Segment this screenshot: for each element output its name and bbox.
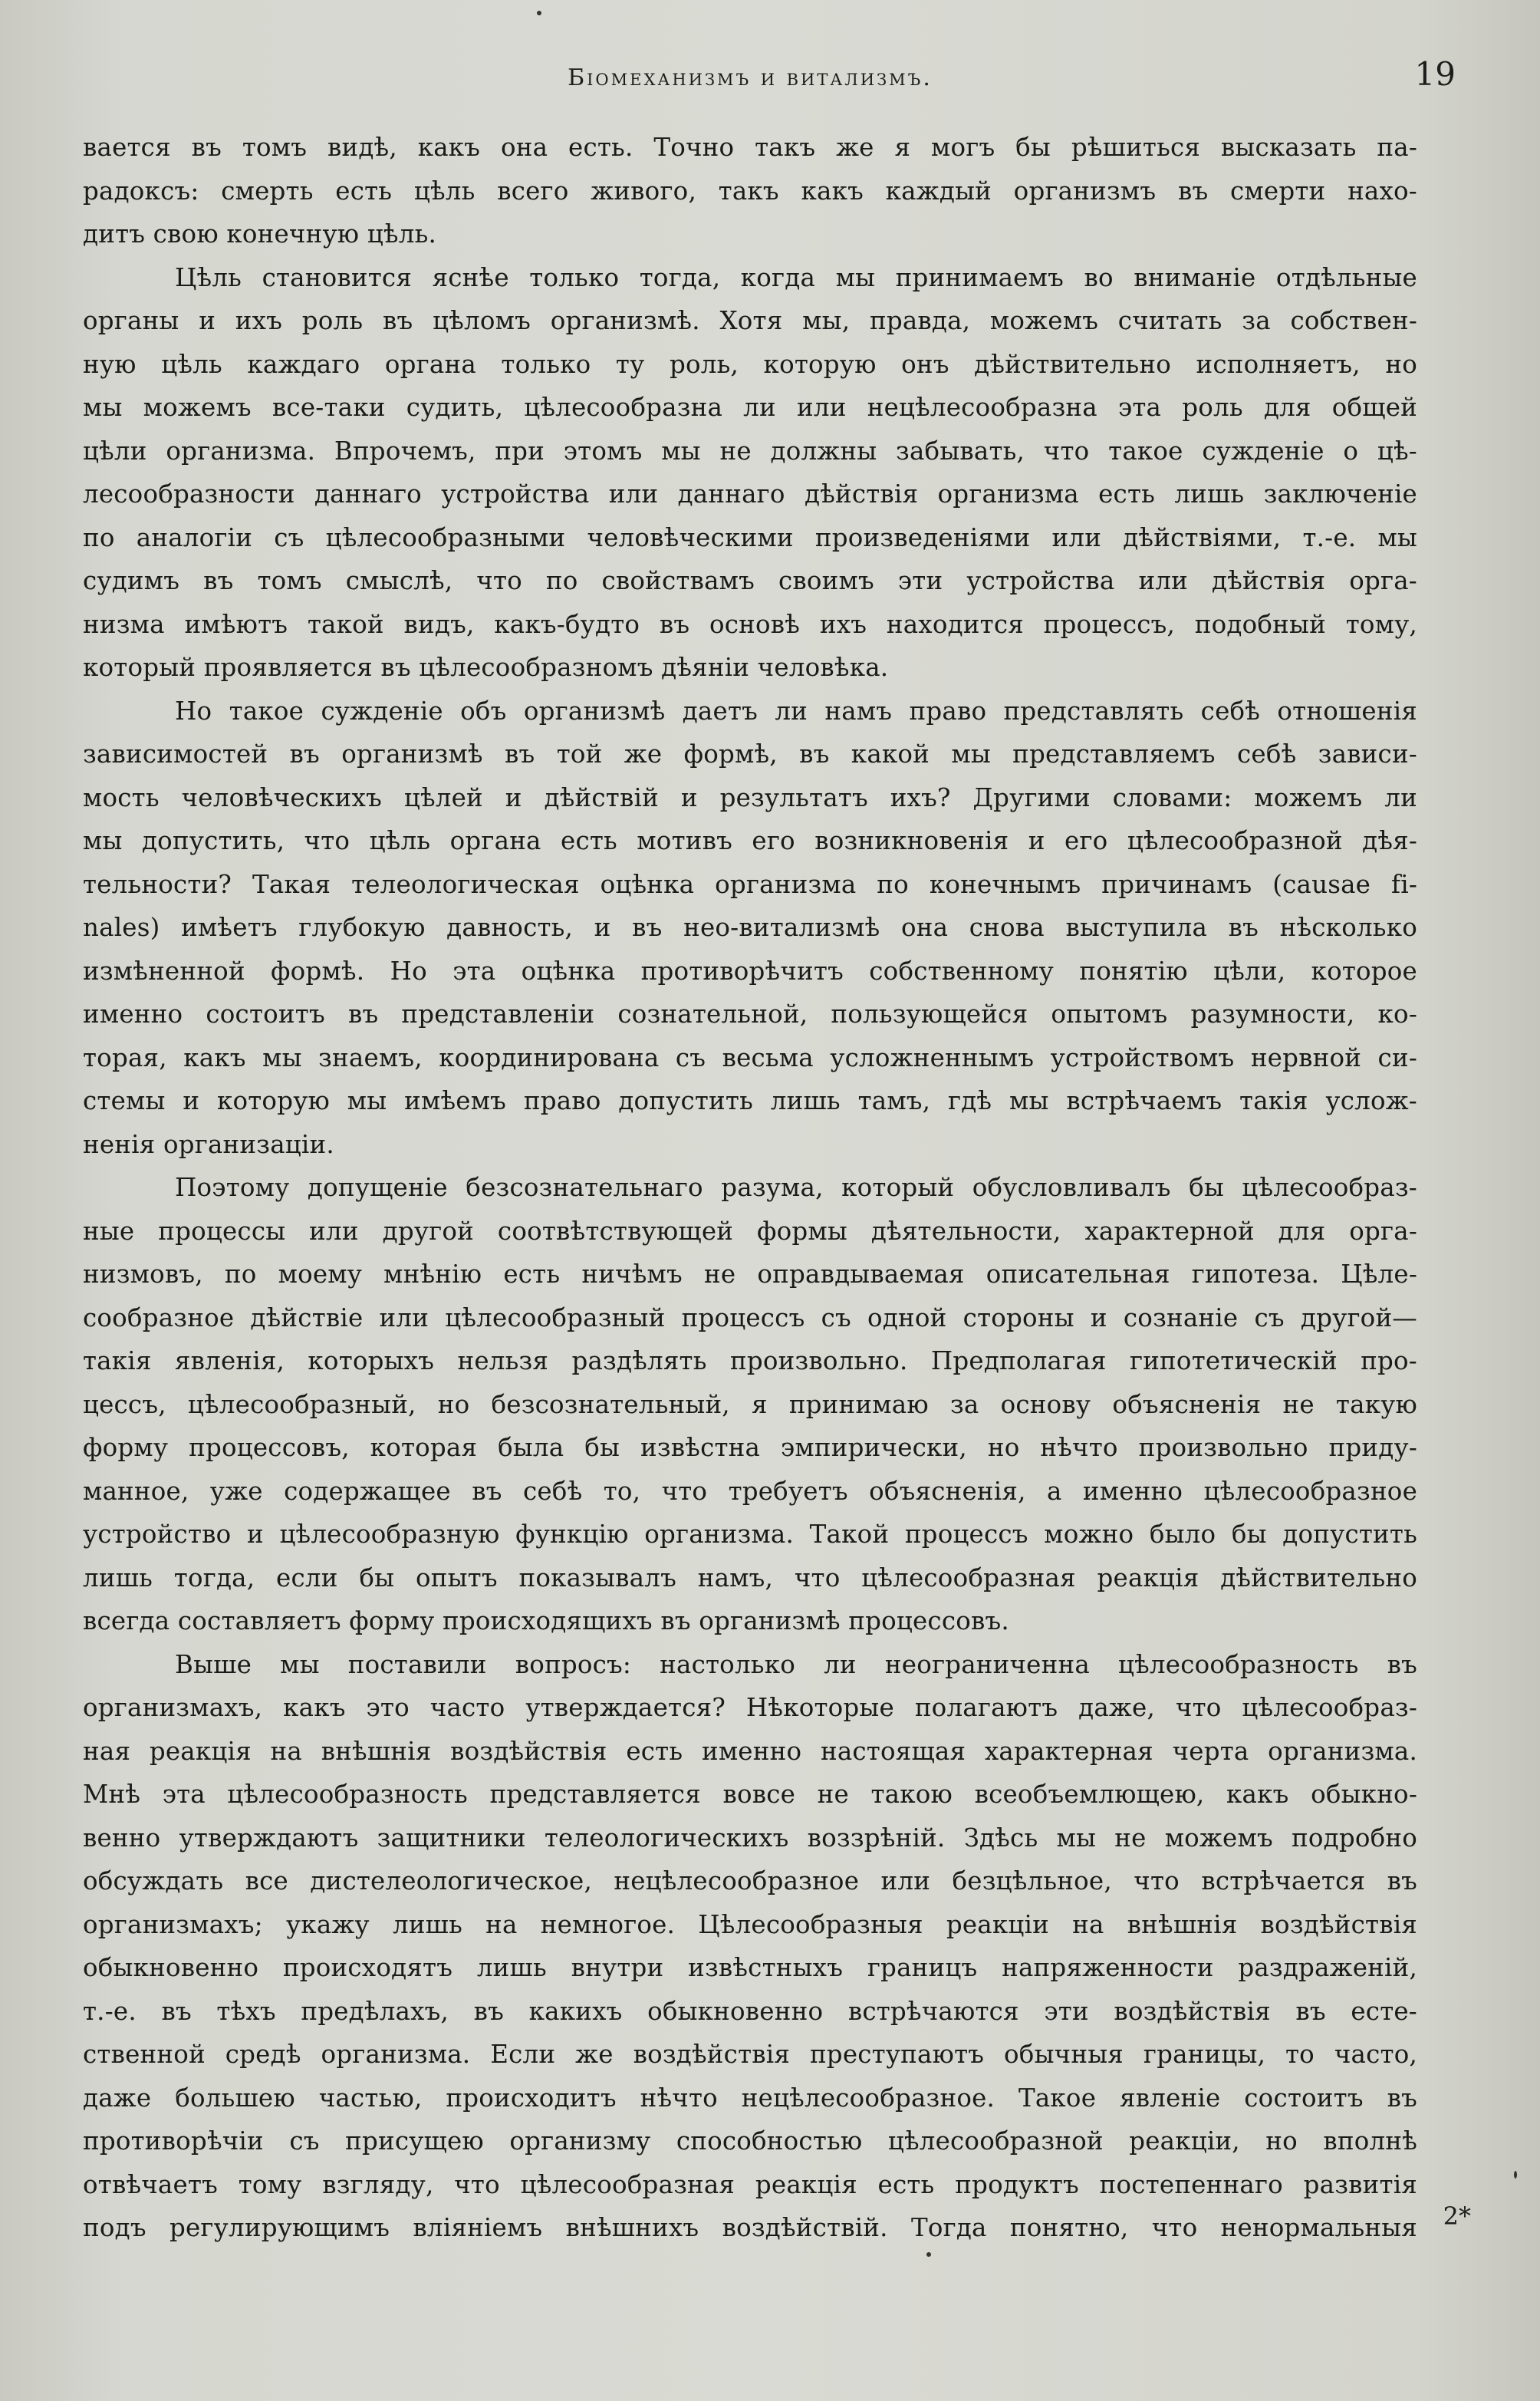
text-line: тельности? Такая телеологическая оцѣнка организма по конечнымъ причинамъ (causae fi-: [83, 869, 1417, 899]
text-line: который проявляется въ цѣлесообразномъ дѣяніи человѣка.: [83, 653, 889, 682]
running-head: [83, 55, 1456, 109]
text-line: лишь тогда, если бы опытъ показывалъ намъ, что цѣлесообразная реакція дѣйствительно: [83, 1563, 1417, 1592]
signature-mark: 2*: [1443, 2202, 1471, 2231]
text-line: манное, уже содержащее въ себѣ то, что требуетъ объясненія, а именно цѣлесообразное: [83, 1476, 1417, 1506]
page-number: 19: [1414, 55, 1456, 93]
text-line: ненія организаціи.: [83, 1129, 334, 1159]
text-line: ные процессы или другой соотвѣтствующей формы дѣятельности, характерной для орга-: [83, 1216, 1417, 1246]
text-line: т.-е. въ тѣхъ предѣлахъ, въ какихъ обыкновенно встрѣчаются эти воздѣйствія въ есте-: [83, 1996, 1417, 2026]
text-line: Цѣль становится яснѣе только тогда, когда мы принимаемъ во вниманіе отдѣльные: [175, 262, 1417, 292]
speck: [1514, 2171, 1517, 2179]
text-line: мы можемъ все-таки судить, цѣлесообразна ли или нецѣлесообразна эта роль для общей: [83, 393, 1417, 422]
speck: [926, 2252, 931, 2257]
text-line: мость человѣческихъ цѣлей и дѣйствій и результатъ ихъ? Другими словами: можемъ ли: [83, 782, 1417, 812]
text-line: организмахъ; укажу лишь на немногое. Цѣлесообразныя реакціи на внѣшнія воздѣйствія: [83, 1909, 1417, 1939]
text-line: форму процессовъ, которая была бы извѣстна эмпирически, но нѣчто произвольно приду-: [83, 1433, 1417, 1462]
text-line: стемы и которую мы имѣемъ право допустить лишь тамъ, гдѣ мы встрѣчаемъ такія услож-: [83, 1086, 1417, 1115]
text-line: сообразное дѣйствіе или цѣлесообразный процессъ съ одной стороны и сознаніе съ другой—: [83, 1303, 1417, 1332]
text-line: Поэтому допущеніе безсознательнаго разума, который обусловливалъ бы цѣлесообраз-: [175, 1173, 1417, 1202]
text-line: именно состоитъ въ представленіи сознательной, пользующейся опытомъ разумности, ко-: [83, 1000, 1417, 1029]
text-line: ственной средѣ организма. Если же воздѣйствія преступаютъ обычныя границы, то часто,: [83, 2040, 1417, 2069]
text-line: обсуждать все дистелеологическое, нецѣлесообразное или безцѣльное, что встрѣчается въ: [83, 1866, 1417, 1895]
text-line: вается въ томъ видѣ, какъ она есть. Точно такъ же я могъ бы рѣшиться высказать па-: [83, 133, 1417, 162]
text-line: судимъ въ томъ смыслѣ, что по свойствамъ своимъ эти устройства или дѣйствія орга-: [83, 566, 1417, 595]
text-line: ная реакція на внѣшнія воздѣйствія есть именно настоящая характерная черта организма.: [83, 1736, 1417, 1766]
text-line: даже большею частью, происходитъ нѣчто нецѣлесообразное. Такое явленіе состоитъ въ: [83, 2083, 1417, 2113]
text-line: по аналогіи съ цѣлесообразными человѣческими произведеніями или дѣйствіями, т.-е. мы: [83, 522, 1417, 552]
text-line: противорѣчіи съ присущею организму способностью цѣлесообразной реакціи, но вполнѣ: [83, 2126, 1417, 2156]
text-line: измѣненной формѣ. Но эта оцѣнка противорѣчитъ собственному понятію цѣли, которое: [83, 956, 1417, 986]
text-line: торая, какъ мы знаемъ, координирована съ весьма усложненнымъ устройствомъ нервной си-: [83, 1042, 1417, 1072]
speck: [537, 11, 541, 15]
text-line: лесообразности даннаго устройства или даннаго дѣйствія организма есть лишь заключеніе: [83, 479, 1417, 509]
text-line: такія явленія, которыхъ нельзя раздѣлять произвольно. Предполагая гипотетическій про-: [83, 1346, 1417, 1375]
text-line: устройство и цѣлесообразную функцію организма. Такой процессъ можно было бы допустить: [83, 1520, 1417, 1549]
text-line: дитъ свою конечную цѣль.: [83, 219, 436, 249]
text-line: обыкновенно происходятъ лишь внутри извѣстныхъ границъ напряженности раздраженій,: [83, 1953, 1417, 1982]
text-line: Выше мы поставили вопросъ: настолько ли неограниченна цѣлесообразность въ: [175, 1649, 1417, 1679]
page-content: [83, 55, 1456, 2295]
text-line: всегда составляетъ форму происходящихъ въ организмѣ процессовъ.: [83, 1606, 1009, 1635]
text-line: зависимостей въ организмѣ въ той же формѣ, въ какой мы представляемъ себѣ зависи-: [83, 739, 1417, 769]
text-line: цессъ, цѣлесообразный, но безсознательный, я принимаю за основу объясненія не такую: [83, 1389, 1417, 1419]
text-line: низма имѣютъ такой видъ, какъ-будто въ основѣ ихъ находится процессъ, подобный тому,: [83, 609, 1417, 639]
text-line: nales) имѣетъ глубокую давность, и въ нео-витализмѣ она снова выступила въ нѣсколько: [83, 913, 1417, 942]
body-text: [83, 126, 1417, 2250]
running-title: Біомеханизмъ и витализмъ.: [568, 64, 933, 91]
text-line: Мнѣ эта цѣлесообразность представляется вовсе не такою всеобъемлющею, какъ обыкно-: [83, 1780, 1417, 1809]
text-line: цѣли организма. Впрочемъ, при этомъ мы не должны забывать, что такое сужденіе о цѣ-: [83, 436, 1417, 466]
text-line: ную цѣль каждаго органа только ту роль, которую онъ дѣйствительно исполняетъ, но: [83, 349, 1417, 379]
text-line: подъ регулирующимъ вліяніемъ внѣшнихъ воздѣйствій. Тогда понятно, что ненормальныя: [83, 2213, 1417, 2242]
text-line: радоксъ: смерть есть цѣль всего живого, такъ какъ каждый организмъ въ смерти нахо-: [83, 176, 1417, 206]
text-line: организмахъ, какъ это часто утверждается? Нѣкоторые полагаютъ даже, что цѣлесообраз-: [83, 1693, 1417, 1722]
text-line: венно утверждаютъ защитники телеологическихъ воззрѣній. Здѣсь мы не можемъ подробно: [83, 1823, 1417, 1853]
text-line: отвѣчаетъ тому взгляду, что цѣлесообразная реакція есть продуктъ постепеннаго развитія: [83, 2169, 1417, 2199]
text-line: Но такое сужденіе объ организмѣ даетъ ли намъ право представлять себѣ отношенія: [175, 696, 1417, 726]
text-line: органы и ихъ роль въ цѣломъ организмѣ. Хотя мы, правда, можемъ считать за собствен-: [83, 306, 1417, 335]
text-line: низмовъ, по моему мнѣнію есть ничѣмъ не оправдываемая описательная гипотеза. Цѣле-: [83, 1260, 1417, 1289]
text-line: мы допустить, что цѣль органа есть мотивъ его возникновенія и его цѣлесообразной дѣя-: [83, 826, 1417, 855]
